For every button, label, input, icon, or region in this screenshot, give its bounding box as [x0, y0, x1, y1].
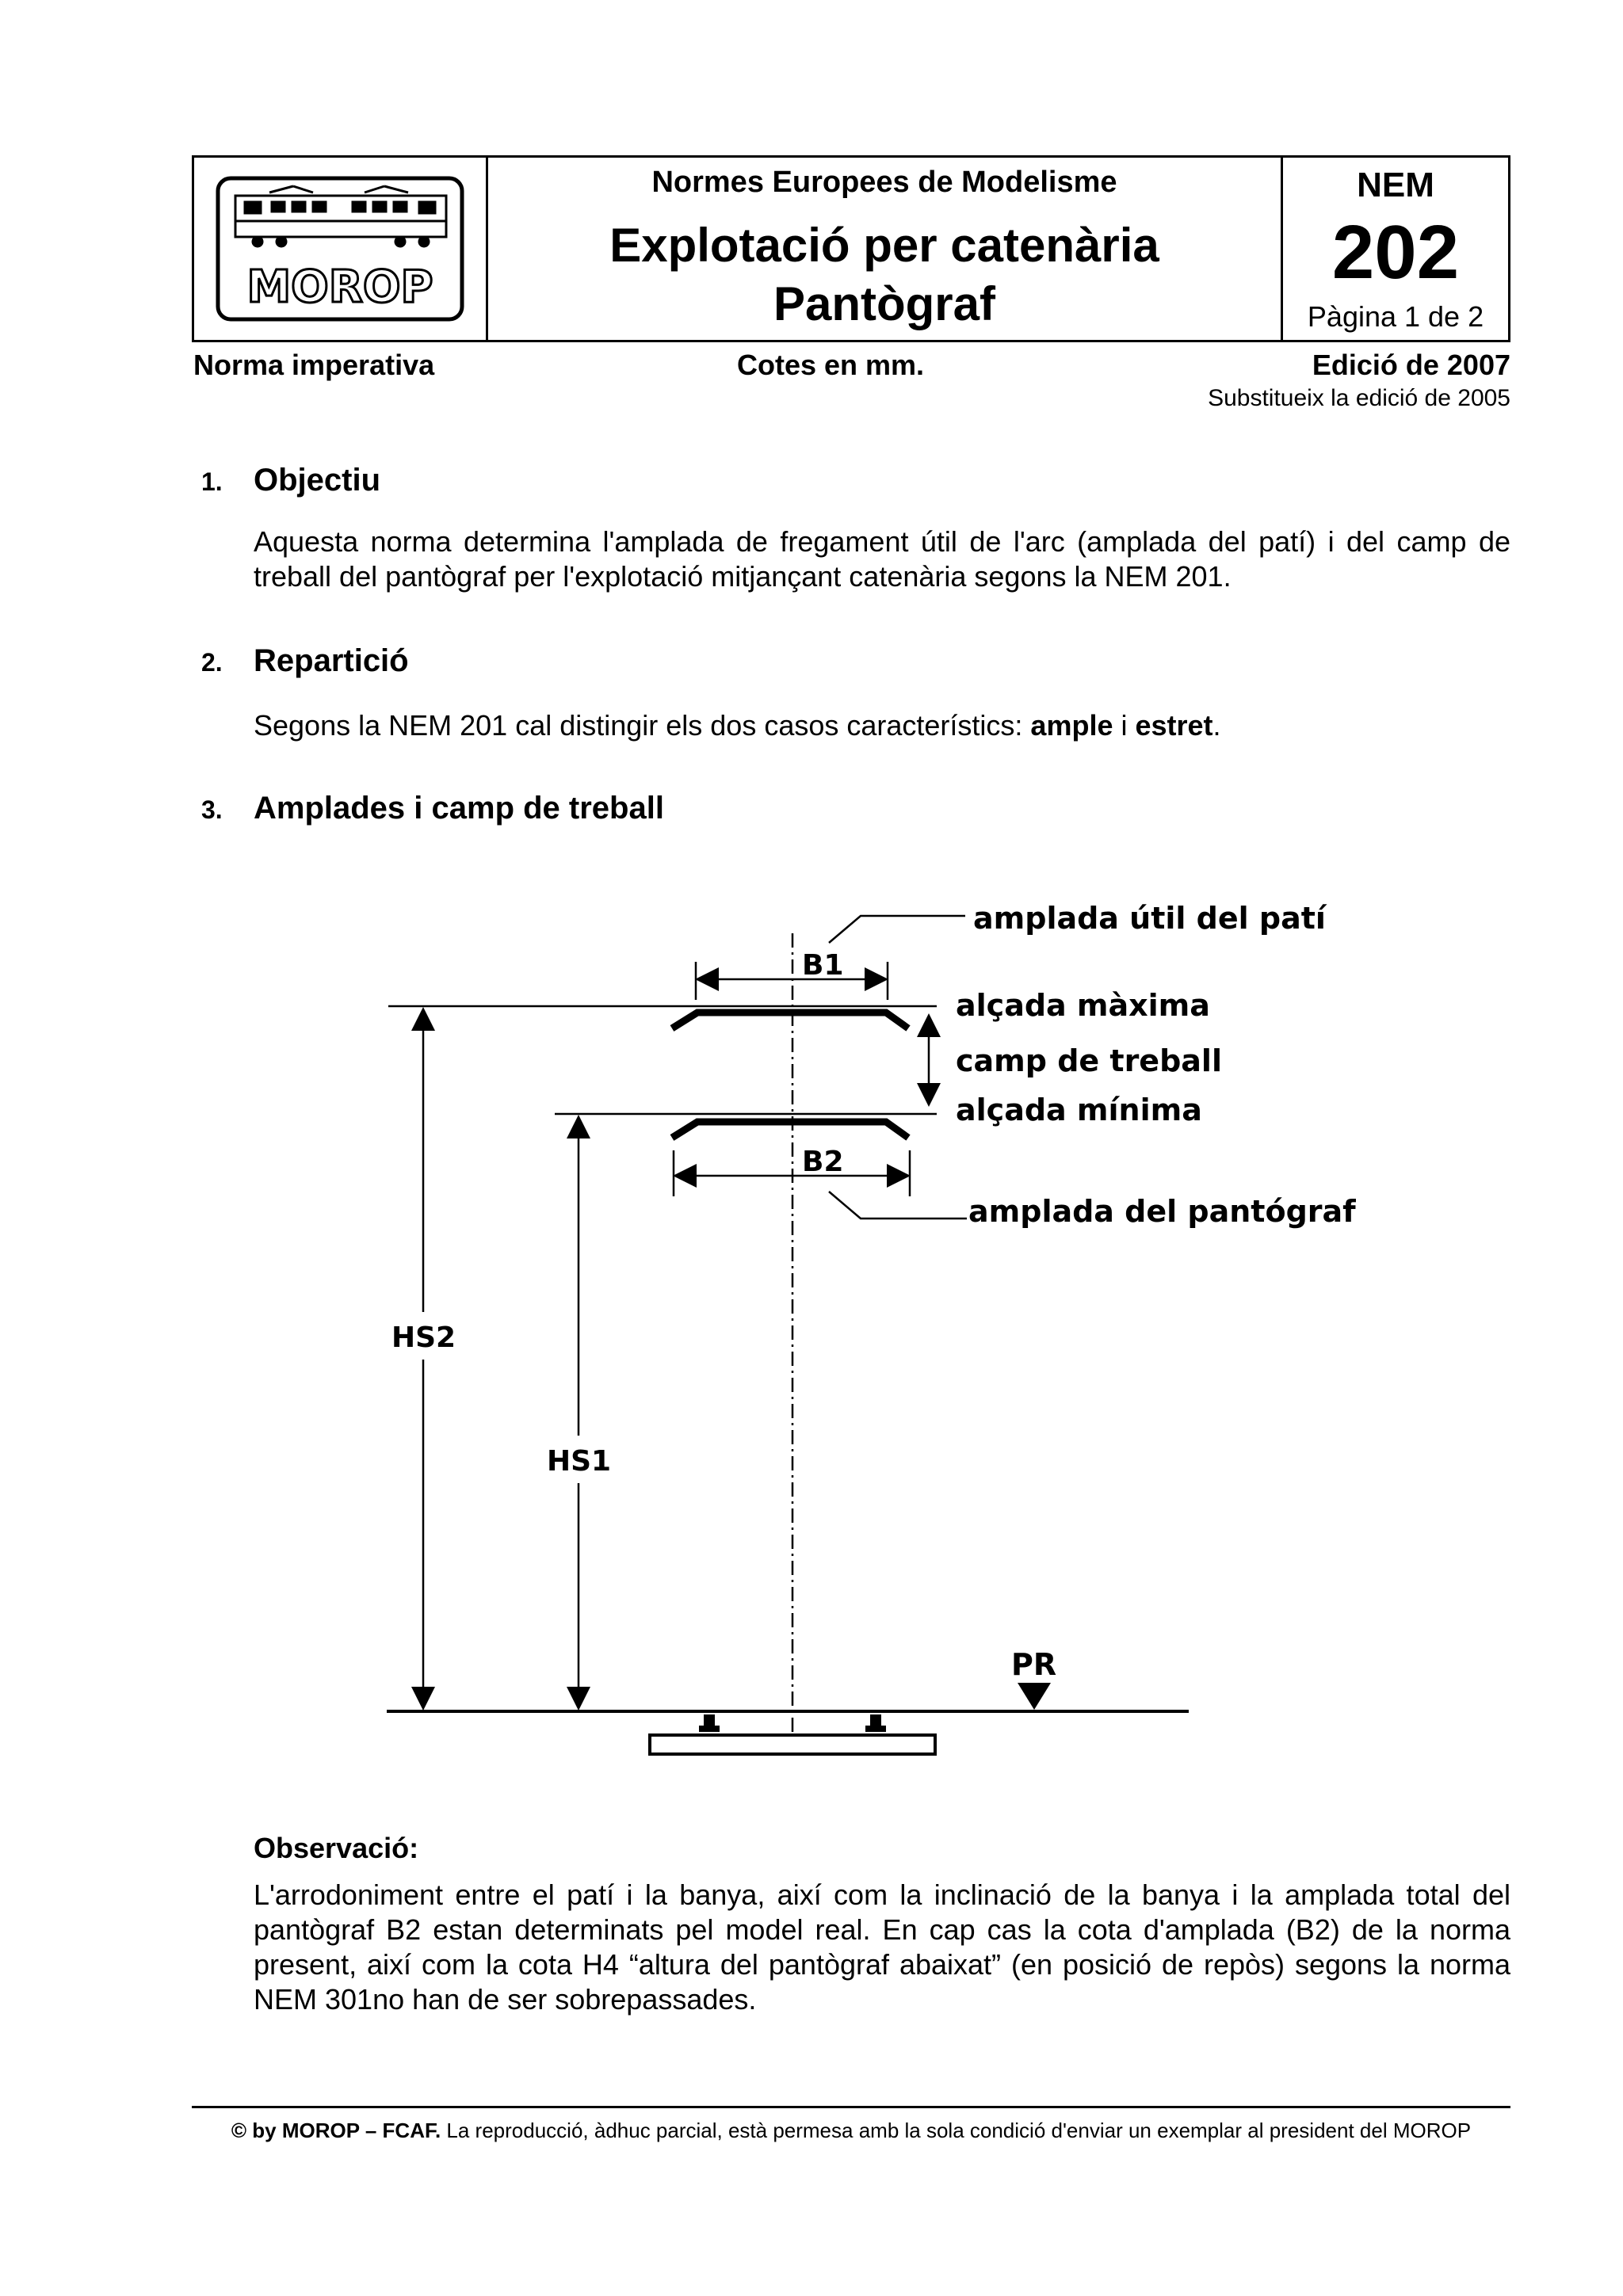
- section-2-number: 2.: [201, 648, 223, 677]
- nem-label: NEM: [1357, 166, 1434, 204]
- footer: [192, 2119, 1510, 2143]
- label-hs2: HS2: [391, 1322, 456, 1354]
- norm-type: Norma imperativa: [193, 349, 435, 381]
- series-title: Normes Europees de Modelisme: [651, 166, 1117, 199]
- section-3-number: 3.: [201, 795, 223, 824]
- leader-pantograph-width: [829, 1192, 967, 1219]
- term-ample: ample: [1030, 709, 1113, 742]
- label-useful-width: amplada útil del patí: [973, 901, 1326, 936]
- label-max-height: alçada màxima: [956, 988, 1210, 1023]
- footer-text: La reproducció, àdhuc parcial, està permesa amb la sola condició d'enviar un exemplar al president del MOROP: [441, 2119, 1472, 2142]
- label-pr: PR: [1011, 1647, 1057, 1682]
- section-2-title: Repartició: [254, 643, 409, 678]
- observation-heading: Observació:: [254, 1832, 419, 1864]
- label-b2: B2: [802, 1146, 844, 1178]
- observation-text: L'arrodoniment entre el patí i la banya, així com la inclinació de la banya i la amplada total del pantògraf B2 estan determinats pel model real. En cap cas la cota d'amplada (B2) de la norma present, així com la cota H4 “altura del pantògraf abaixat” (en posició de repòs) segons la norma NEM 301no han de ser sobrepassades.: [254, 1878, 1510, 2016]
- nem-number: 202: [1331, 210, 1460, 295]
- pr-triangle-icon: [1018, 1683, 1051, 1710]
- logo-text: MOROP: [246, 261, 433, 313]
- label-hs1: HS1: [547, 1445, 612, 1478]
- base-frame: [650, 1735, 935, 1754]
- section-1-title: Objectiu: [254, 463, 381, 498]
- footer-copyright: © by MOROP – FCAF.: [231, 2119, 441, 2142]
- label-b1: B1: [802, 949, 844, 982]
- label-min-height: alçada mínima: [956, 1093, 1202, 1127]
- pantograph-head-lowered: [672, 1122, 908, 1138]
- section-1-text: Aquesta norma determina l'amplada de fregament útil de l'arc (amplada del patí) i del camp de treball del pantògraf per l'explotació mitjançant catenària segons la NEM 201.: [254, 525, 1510, 593]
- label-pantograph-width: amplada del pantógraf: [968, 1194, 1356, 1229]
- leader-useful-width: [829, 916, 965, 943]
- section-3-title: Amplades i camp de treball: [254, 791, 664, 826]
- units-note: Cotes en mm.: [737, 349, 925, 381]
- document-title-line2: Pantògraf: [773, 277, 996, 330]
- term-estret: estret: [1135, 709, 1213, 742]
- replaces-edition: Substitueix la edició de 2005: [1208, 385, 1510, 411]
- edition: Edició de 2007: [1312, 349, 1510, 381]
- section-2-text: Segons la NEM 201 cal distingir els dos casos característics: ample i estret.: [254, 709, 1221, 742]
- document-title-line1: Explotació per catenària: [609, 219, 1159, 272]
- pantograph-head-raised: [672, 1013, 908, 1028]
- page-indicator: Pàgina 1 de 2: [1307, 300, 1484, 333]
- footer-divider: [192, 2106, 1510, 2108]
- label-working-range: camp de treball: [956, 1043, 1222, 1078]
- section-1-number: 1.: [201, 467, 223, 496]
